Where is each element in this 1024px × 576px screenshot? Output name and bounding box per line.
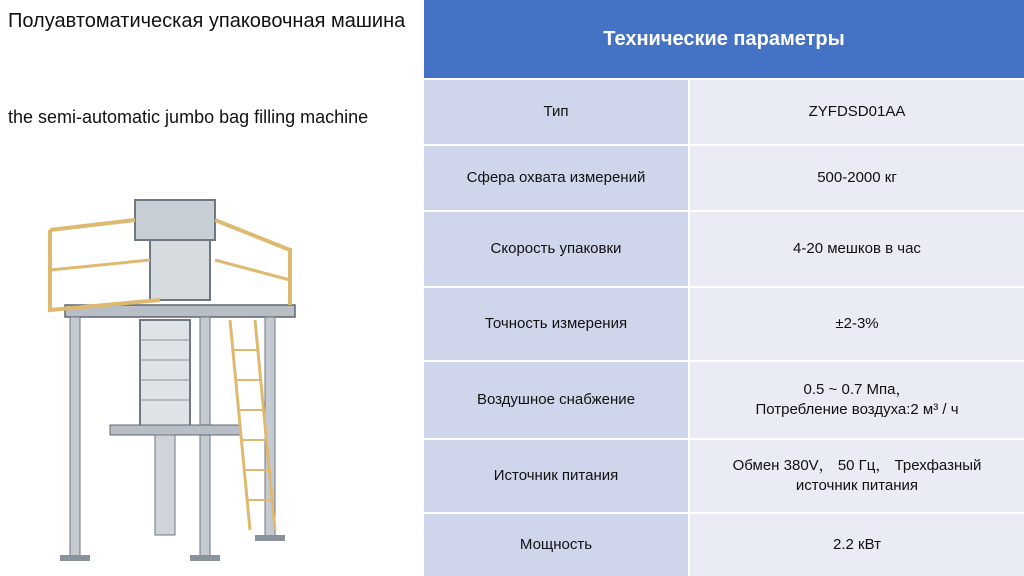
param-value: 2.2 кВт: [690, 514, 1024, 576]
param-value: ZYFDSD01AA: [690, 80, 1024, 144]
param-label: Скорость упаковки: [424, 212, 690, 286]
param-label: Источник питания: [424, 440, 690, 512]
specs-table-header: Технические параметры: [424, 0, 1024, 80]
param-value: 500-2000 кг: [690, 146, 1024, 210]
param-label: Воздушное снабжение: [424, 362, 690, 438]
param-value: ±2-3%: [690, 288, 1024, 360]
table-row: [424, 212, 1024, 288]
param-label: Сфера охвата измерений: [424, 146, 690, 210]
param-value: Обмен 380V， 50 Гц， Трехфазный источник питания: [690, 440, 1024, 512]
page-subtitle: the semi-automatic jumbo bag filling machine: [8, 107, 369, 127]
table-row: [424, 440, 1024, 514]
table-row: [424, 288, 1024, 362]
param-value: 0.5 ~ 0.7 Мпа， Потребление воздуха:2 м³ / ч: [690, 362, 1024, 438]
param-label: Мощность: [424, 514, 690, 576]
table-row: [424, 514, 1024, 576]
param-label: Точность измерения: [424, 288, 690, 360]
machine-illustration: [40, 190, 350, 570]
table-row: [424, 146, 1024, 212]
param-label: Тип: [424, 80, 690, 144]
table-row: [424, 80, 1024, 146]
specs-table: [424, 0, 1024, 576]
table-row: [424, 362, 1024, 440]
param-value: 4-20 мешков в час: [690, 212, 1024, 286]
page-title: Полуавтоматическая упаковочная машина: [8, 10, 406, 32]
